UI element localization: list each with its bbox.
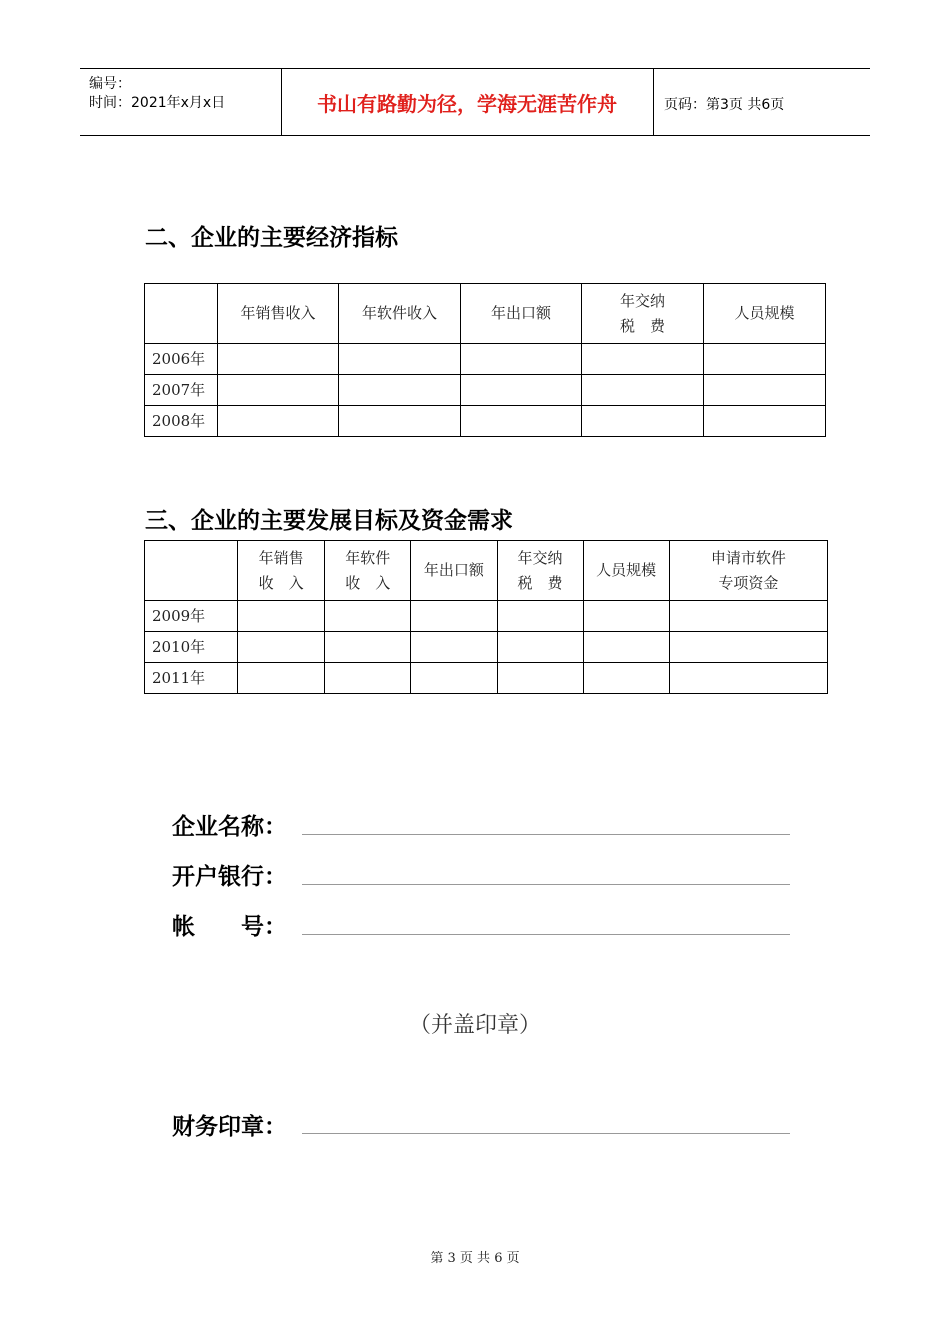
data-cell[interactable] <box>411 663 497 694</box>
year-cell: 2007年 <box>145 375 218 406</box>
data-cell[interactable] <box>411 601 497 632</box>
data-cell[interactable] <box>582 406 704 437</box>
header-cell: 年交纳 税 费 <box>497 541 583 601</box>
header-cell: 年软件 收 入 <box>325 541 411 601</box>
table-row <box>145 375 826 406</box>
data-cell[interactable] <box>583 663 669 694</box>
section3-title: 三、企业的主要发展目标及资金需求 <box>145 508 513 534</box>
data-cell[interactable] <box>704 344 826 375</box>
data-cell[interactable] <box>669 663 827 694</box>
data-cell[interactable] <box>325 663 411 694</box>
economic-indicators-table <box>144 283 826 437</box>
data-cell[interactable] <box>669 632 827 663</box>
year-cell: 2008年 <box>145 406 218 437</box>
data-cell[interactable] <box>582 375 704 406</box>
data-cell[interactable] <box>497 663 583 694</box>
header-cell <box>145 284 218 344</box>
seal-note: （并盖印章） <box>408 1013 541 1038</box>
header-row <box>145 284 826 344</box>
header-cell: 年销售 收 入 <box>238 541 325 601</box>
data-cell[interactable] <box>218 406 339 437</box>
data-cell[interactable] <box>238 663 325 694</box>
data-cell[interactable] <box>669 601 827 632</box>
header-cell: 申请市软件 专项资金 <box>669 541 827 601</box>
data-cell[interactable] <box>339 406 461 437</box>
data-cell[interactable] <box>461 344 582 375</box>
header-meta <box>80 69 282 135</box>
data-cell[interactable] <box>238 601 325 632</box>
company-name-line[interactable] <box>302 834 790 835</box>
data-cell[interactable] <box>461 375 582 406</box>
development-goals-table <box>144 540 828 694</box>
data-cell[interactable] <box>497 601 583 632</box>
bank-label: 开户银行： <box>172 864 287 890</box>
data-cell[interactable] <box>704 375 826 406</box>
table-row <box>145 632 828 663</box>
table-row <box>145 663 828 694</box>
page-header <box>80 68 870 136</box>
header-page-info: 页码：第3页 共6页 <box>664 97 785 113</box>
data-cell[interactable] <box>218 375 339 406</box>
year-cell: 2006年 <box>145 344 218 375</box>
data-cell[interactable] <box>583 601 669 632</box>
data-cell[interactable] <box>411 632 497 663</box>
data-cell[interactable] <box>238 632 325 663</box>
header-cell: 年出口额 <box>461 284 582 344</box>
number-label: 编号： <box>89 76 131 92</box>
account-label: 帐 号： <box>172 914 287 940</box>
header-cell <box>145 541 238 601</box>
finance-seal-label: 财务印章： <box>172 1114 287 1140</box>
finance-seal-line[interactable] <box>302 1133 790 1134</box>
account-line[interactable] <box>302 934 790 935</box>
company-name-label: 企业名称： <box>172 814 287 840</box>
header-cell: 年交纳 税 费 <box>582 284 704 344</box>
table-row <box>145 344 826 375</box>
data-cell[interactable] <box>704 406 826 437</box>
header-motto: 书山有路勤为径，学海无涯苦作舟 <box>281 69 654 135</box>
data-cell[interactable] <box>325 632 411 663</box>
table-row <box>145 406 826 437</box>
table-row <box>145 601 828 632</box>
data-cell[interactable] <box>218 344 339 375</box>
bank-line[interactable] <box>302 884 790 885</box>
page-footer: 第 3 页 共 6 页 <box>430 1251 520 1266</box>
section2-title: 二、企业的主要经济指标 <box>145 225 398 251</box>
header-cell: 人员规模 <box>704 284 826 344</box>
time-label: 时间：2021年x月x日 <box>89 95 226 111</box>
year-cell: 2010年 <box>145 632 238 663</box>
header-cell: 年软件收入 <box>339 284 461 344</box>
year-cell: 2009年 <box>145 601 238 632</box>
data-cell[interactable] <box>339 344 461 375</box>
data-cell[interactable] <box>339 375 461 406</box>
header-row <box>145 541 828 601</box>
header-cell: 年出口额 <box>411 541 497 601</box>
header-cell: 年销售收入 <box>218 284 339 344</box>
header-cell: 人员规模 <box>583 541 669 601</box>
data-cell[interactable] <box>461 406 582 437</box>
data-cell[interactable] <box>583 632 669 663</box>
data-cell[interactable] <box>582 344 704 375</box>
year-cell: 2011年 <box>145 663 238 694</box>
data-cell[interactable] <box>497 632 583 663</box>
data-cell[interactable] <box>325 601 411 632</box>
